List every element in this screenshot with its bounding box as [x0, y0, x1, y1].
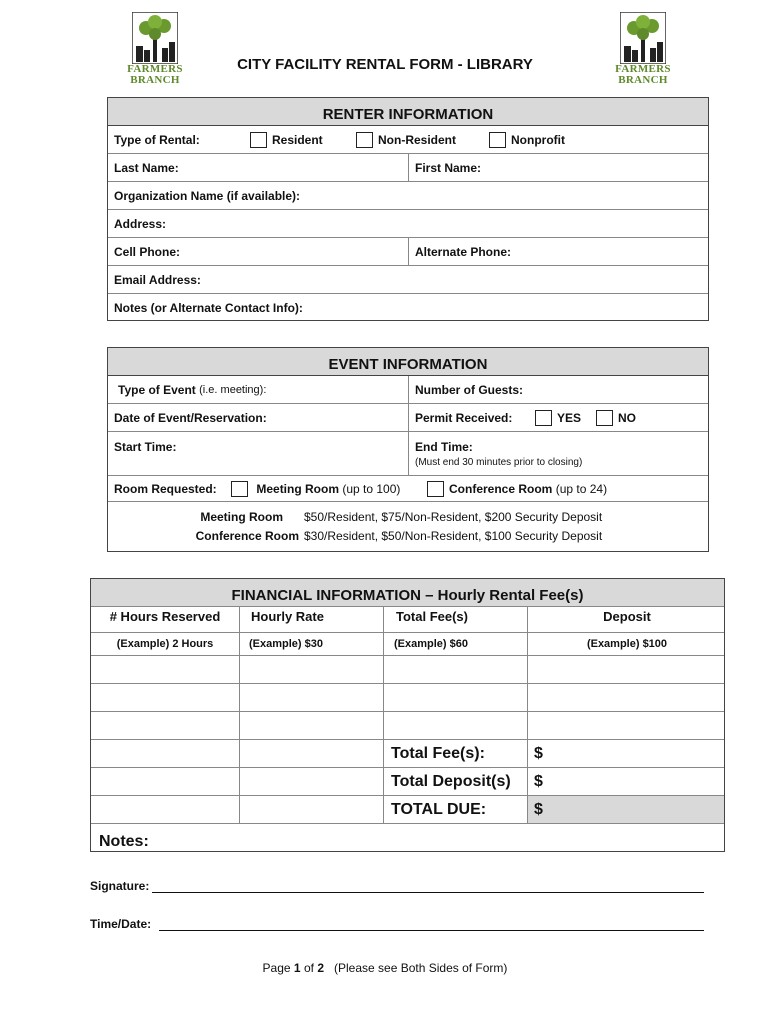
total-deposit-label: Total Deposit(s): [391, 772, 511, 790]
time-row: [108, 432, 708, 476]
type-of-rental-row: [108, 126, 708, 154]
total-due-row: [91, 796, 724, 824]
total-fees-row: [91, 740, 724, 768]
financial-entry-row-2[interactable]: [91, 684, 724, 712]
permit-no-label: NO: [618, 410, 636, 425]
page-prefix: Page: [262, 961, 291, 975]
farmers-branch-logo-right: [603, 12, 683, 92]
permit-received-label: Permit Received:: [415, 410, 513, 425]
example-rate: (Example) $30: [249, 638, 323, 650]
total-fees-label: Total Fee(s):: [391, 744, 485, 762]
resident-checkbox[interactable]: [250, 132, 267, 148]
conference-room-capacity: (up to 24): [555, 481, 608, 496]
financial-example-row: [91, 633, 724, 656]
event-information-section: [107, 347, 709, 552]
email-address-field[interactable]: Email Address:: [114, 272, 201, 287]
address-field[interactable]: Address:: [114, 216, 167, 231]
alternate-phone-field[interactable]: Alternate Phone:: [415, 244, 512, 259]
time-date-line[interactable]: [159, 930, 704, 931]
meeting-room-checkbox[interactable]: [231, 481, 248, 497]
total-deposit-row: [91, 768, 724, 796]
email-row: [108, 266, 708, 294]
column-deposit: Deposit: [603, 608, 651, 624]
resident-option[interactable]: [244, 126, 323, 153]
financial-notes-row[interactable]: [91, 824, 724, 852]
room-rates-row: [108, 502, 708, 552]
room-requested-label: Room Requested:: [114, 481, 217, 496]
type-of-rental-label: Type of Rental:: [114, 132, 200, 147]
cell-phone-field[interactable]: Cell Phone:: [114, 244, 181, 259]
page-footer: [0, 961, 770, 975]
total-due-currency[interactable]: $: [534, 800, 543, 818]
renter-information-section: [107, 97, 709, 321]
notes-alternate-contact-field[interactable]: Notes (or Alternate Contact Info):: [114, 300, 303, 315]
event-date-row: [108, 404, 708, 432]
signature-line[interactable]: [152, 892, 704, 893]
example-hours: (Example) 2 Hours: [116, 638, 214, 650]
farmers-branch-logo-left: [115, 12, 195, 92]
phone-row: [108, 238, 708, 266]
date-of-event-field[interactable]: Date of Event/Reservation:: [114, 410, 267, 425]
financial-header-row: [91, 607, 724, 633]
total-due-shade: [528, 796, 724, 823]
end-time-label: End Time:: [415, 440, 473, 454]
address-row: [108, 210, 708, 238]
meeting-room-option[interactable]: [225, 476, 400, 501]
permit-yes-label: YES: [557, 410, 582, 425]
permit-no-checkbox[interactable]: [596, 410, 613, 426]
column-divider: [239, 607, 240, 824]
total-deposit-currency[interactable]: $: [534, 772, 543, 790]
event-type-row: [108, 376, 708, 404]
non-resident-label: Non-Resident: [378, 132, 456, 147]
permit-no-option[interactable]: [590, 404, 636, 431]
column-hourly-rate: Hourly Rate: [251, 608, 324, 624]
name-row: [108, 154, 708, 182]
meeting-room-label: Meeting Room: [256, 481, 340, 496]
nonprofit-label: Nonprofit: [511, 132, 565, 147]
total-due-label: TOTAL DUE:: [391, 800, 487, 818]
start-time-field[interactable]: Start Time:: [114, 440, 177, 454]
column-hours-reserved: # Hours Reserved: [109, 608, 221, 624]
non-resident-option[interactable]: [350, 126, 456, 153]
page-note: (Please see Both Sides of Form): [334, 961, 508, 975]
type-of-event-hint: (i.e. meeting):: [199, 383, 267, 396]
logo-text-farmers: FARMERS: [127, 63, 183, 75]
time-date-label: Time/Date:: [90, 917, 152, 931]
rate-room-name: Meeting Room: [200, 510, 283, 524]
example-deposit: (Example) $100: [586, 638, 668, 650]
column-total-fees: Total Fee(s): [396, 608, 468, 624]
form-title: CITY FACILITY RENTAL FORM - LIBRARY: [237, 56, 533, 73]
end-time-field[interactable]: [409, 432, 582, 475]
conference-room-label: Conference Room: [449, 481, 553, 496]
type-of-event-field[interactable]: [112, 376, 266, 403]
nonprofit-checkbox[interactable]: [489, 132, 506, 148]
total-fees-currency[interactable]: $: [534, 744, 543, 762]
conference-room-option[interactable]: [421, 476, 607, 501]
first-name-field[interactable]: First Name:: [415, 160, 482, 175]
permit-yes-option[interactable]: [529, 404, 581, 431]
nonprofit-option[interactable]: [483, 126, 565, 153]
rate-room-price: $50/Resident, $75/Non-Resident, $200 Security Deposit: [304, 510, 603, 524]
page-number: 1: [293, 961, 301, 975]
example-total: (Example) $60: [394, 638, 468, 650]
logo-text-branch: BRANCH: [130, 74, 180, 86]
financial-entry-row-1[interactable]: [91, 656, 724, 684]
signature-label: Signature:: [90, 879, 150, 893]
type-of-event-label: Type of Event: [118, 382, 196, 397]
logo-text-branch: BRANCH: [618, 74, 668, 86]
notes-row: [108, 294, 708, 321]
financial-information-header: FINANCIAL INFORMATION – Hourly Rental Fee(s): [91, 579, 724, 607]
financial-entry-row-3[interactable]: [91, 712, 724, 740]
last-name-field[interactable]: Last Name:: [114, 160, 179, 175]
logo-text-farmers: FARMERS: [615, 63, 671, 75]
room-requested-row: [108, 476, 708, 502]
organization-name-field[interactable]: Organization Name (if available):: [114, 188, 301, 203]
permit-yes-checkbox[interactable]: [535, 410, 552, 426]
conference-room-checkbox[interactable]: [427, 481, 444, 497]
rate-room-price: $30/Resident, $50/Non-Resident, $100 Security Deposit: [304, 529, 603, 543]
rate-room-name: Conference Room: [195, 529, 299, 543]
number-of-guests-field[interactable]: Number of Guests:: [415, 382, 524, 397]
end-time-note: (Must end 30 minutes prior to closing): [415, 457, 583, 468]
non-resident-checkbox[interactable]: [356, 132, 373, 148]
page-of: of: [303, 961, 314, 975]
meeting-room-capacity: (up to 100): [342, 481, 401, 496]
organization-row: [108, 182, 708, 210]
page-total: 2: [317, 961, 324, 975]
event-information-header: EVENT INFORMATION: [108, 348, 708, 376]
financial-information-table: [90, 578, 725, 852]
resident-label: Resident: [272, 132, 323, 147]
financial-notes-label: Notes:: [99, 833, 149, 850]
column-divider: [527, 607, 528, 824]
renter-information-header: RENTER INFORMATION: [108, 98, 708, 126]
column-divider: [383, 607, 384, 824]
